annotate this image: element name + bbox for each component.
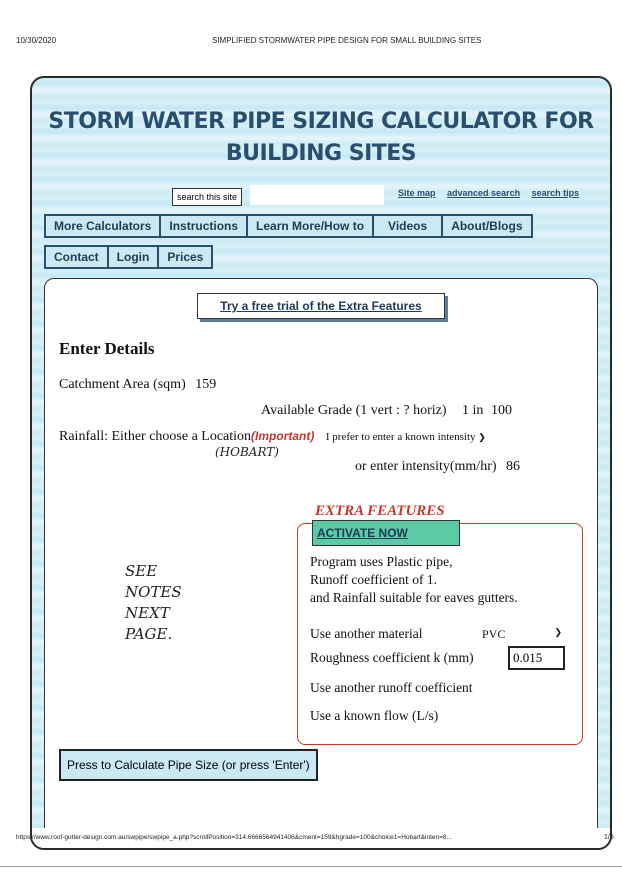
intensity-row <box>355 459 520 475</box>
grade-label: Available Grade (1 vert : ? horiz) <box>261 403 447 418</box>
known-flow-option[interactable]: Use a known flow (L/s) <box>310 708 439 723</box>
chevron-down-icon: ❯ <box>554 627 562 637</box>
roughness-label: Roughness coefficient k (mm) <box>310 650 474 665</box>
intensity-label: or enter intensity(mm/hr) <box>355 459 497 474</box>
advanced-search-link[interactable]: advanced search <box>447 188 521 198</box>
handwritten-line: SEE <box>125 562 158 580</box>
calculator-panel <box>30 76 612 850</box>
feature-line: Program uses Plastic pipe, <box>310 554 453 569</box>
calculator-form <box>44 278 598 850</box>
runoff-option[interactable]: Use another runoff coefficient <box>310 680 473 695</box>
nav-row-2 <box>44 245 211 269</box>
search-input[interactable] <box>250 185 384 205</box>
nav-instructions[interactable]: Instructions <box>159 214 248 238</box>
search-tips-link[interactable]: search tips <box>531 188 580 198</box>
handwritten-line: PAGE. <box>125 625 173 643</box>
catchment-label: Catchment Area (sqm) <box>59 377 186 392</box>
extra-features-box <box>297 523 583 745</box>
material-label: Use another material <box>310 626 423 641</box>
nav-row-1 <box>44 214 531 238</box>
grade-value[interactable]: 100 <box>490 403 512 418</box>
location-select[interactable]: I prefer to enter a known intensity ❯ <box>325 431 486 443</box>
nav-contact[interactable]: Contact <box>44 245 109 269</box>
activate-now-button[interactable]: ACTIVATE NOW <box>312 520 460 546</box>
print-page-number: 1/6 <box>604 834 614 841</box>
roughness-input[interactable]: 0.015 <box>508 646 565 670</box>
calculate-button[interactable]: Press to Calculate Pipe Size (or press 'Enter') <box>59 749 318 781</box>
print-date: 10/30/2020 <box>16 36 57 45</box>
page-title: STORM WATER PIPE SIZING CALCULATOR FOR BUILDING SITES <box>48 109 594 166</box>
search-button[interactable]: search this site <box>172 188 242 206</box>
feature-line: Runoff coefficient of 1. <box>310 572 437 587</box>
handwritten-location: (HOBART) <box>215 445 279 459</box>
grade-prefix: 1 in <box>462 403 484 418</box>
nav-about-blogs[interactable]: About/Blogs <box>441 214 532 238</box>
nav-videos[interactable]: Videos <box>372 214 443 238</box>
top-links <box>398 188 588 198</box>
print-footer-url: https://www.roof-gutter-design.com.au/swpipe/swpipe_a.php?scrollPosition=314.6666564941406&cment=159&hgrade=100&choice1=Hobart&inten=8... <box>16 834 452 841</box>
chevron-down-icon: ❯ <box>478 432 486 442</box>
material-select[interactable]: PVC ❯ <box>482 627 562 641</box>
nav-learn-more[interactable]: Learn More/How to <box>246 214 374 238</box>
nav-login[interactable]: Login <box>107 245 160 269</box>
catchment-row <box>59 377 216 393</box>
feature-line: and Rainfall suitable for eaves gutters. <box>310 590 518 605</box>
intensity-value[interactable]: 86 <box>506 459 521 474</box>
print-header-title: SIMPLIFIED STORMWATER PIPE DESIGN FOR SMALL BUILDING SITES <box>212 36 482 45</box>
handwritten-line: NEXT <box>125 604 170 622</box>
section-heading: Enter Details <box>59 339 155 358</box>
handwritten-notes <box>125 561 182 645</box>
nav-prices[interactable]: Prices <box>157 245 213 269</box>
catchment-value[interactable]: 159 <box>195 377 217 392</box>
free-trial-link[interactable]: Try a free trial of the Extra Features <box>197 293 445 319</box>
site-map-link[interactable]: Site map <box>398 188 436 198</box>
rainfall-row <box>59 429 486 445</box>
handwritten-line: NOTES <box>125 583 182 601</box>
nav-more-calculators[interactable]: More Calculators <box>44 214 161 238</box>
grade-row <box>261 403 512 419</box>
page-edge <box>0 866 622 867</box>
rainfall-label: Rainfall: Either choose a Location <box>59 429 252 444</box>
extra-features-title: EXTRA FEATURES <box>315 503 445 519</box>
important-note: (Important) <box>251 429 315 443</box>
